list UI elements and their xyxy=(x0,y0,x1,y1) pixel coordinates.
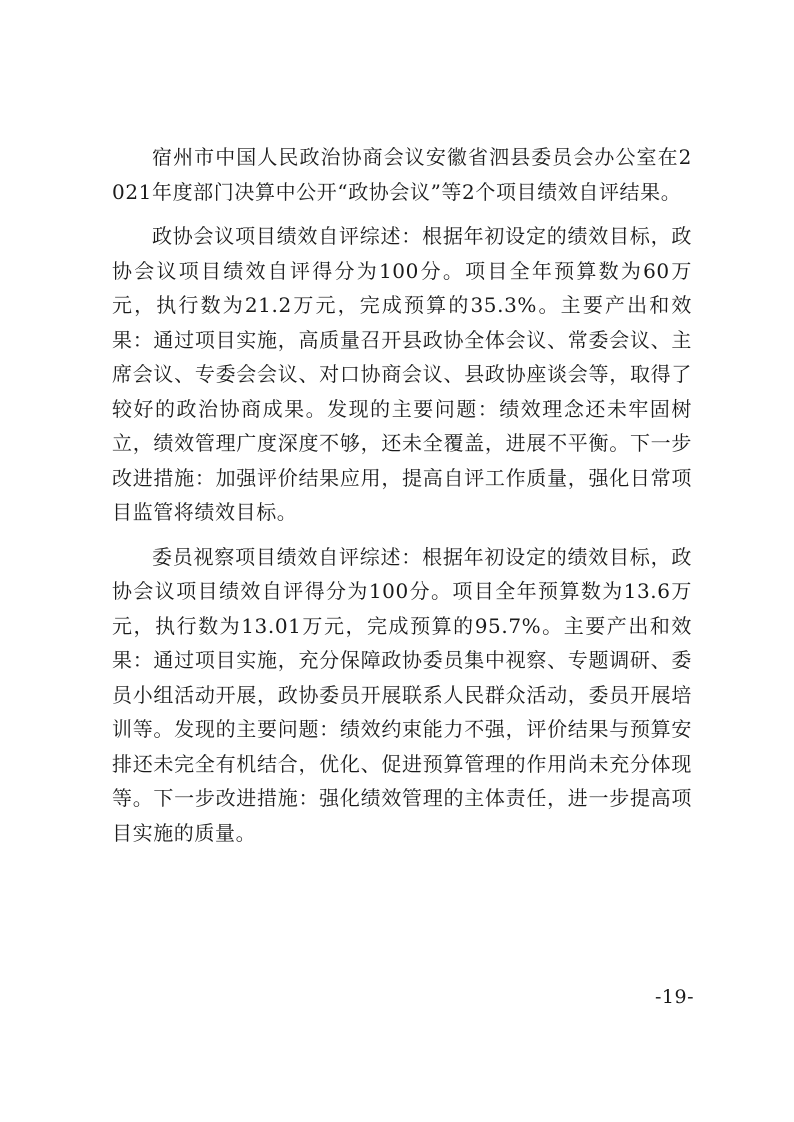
conference-project-paragraph: 政协会议项目绩效自评综述：根据年初设定的绩效目标，政协会议项目绩效自评得分为100分。项目全年预算数为60万元，执行数为21.2万元，完成预算的35.3%。主要产出和效果：通过项目实施，高质量召开县政协全体会议、常委会议、主席会议、专委会会议、对口协商会议、县政协座谈会等，取得了较好的政治协商成果。发现的主要问题：绩效理念还未牢固树立，绩效管理广度深度不够，还未全覆盖，进展不平衡。下一步改进措施：加强评价结果应用，提高自评工作质量，强化日常项目监管将绩效目标。 xyxy=(112,224,692,524)
page-number: -19- xyxy=(654,986,694,1008)
intro-paragraph: 宿州市中国人民政治协商会议安徽省泗县委员会办公室在2021年度部门决算中公开“政协会议”等2个项目绩效自评结果。 xyxy=(112,145,692,204)
document-body xyxy=(112,140,692,860)
inspection-project-paragraph: 委员视察项目绩效自评综述：根据年初设定的绩效目标，政协会议项目绩效自评得分为100分。项目全年预算数为13.6万元，执行数为13.01万元，完成预算的95.7%。主要产出和效果：通过项目实施，充分保障政协委员集中视察、专题调研、委员小组活动开展，政协委员开展联系人民群众活动，委员开展培训等。发现的主要问题：绩效约束能力不强，评价结果与预算安排还未完全有机结合，优化、促进预算管理的作用尚未充分体现等。下一步改进措施：强化绩效管理的主体责任，进一步提高项目实施的质量。 xyxy=(112,544,692,845)
